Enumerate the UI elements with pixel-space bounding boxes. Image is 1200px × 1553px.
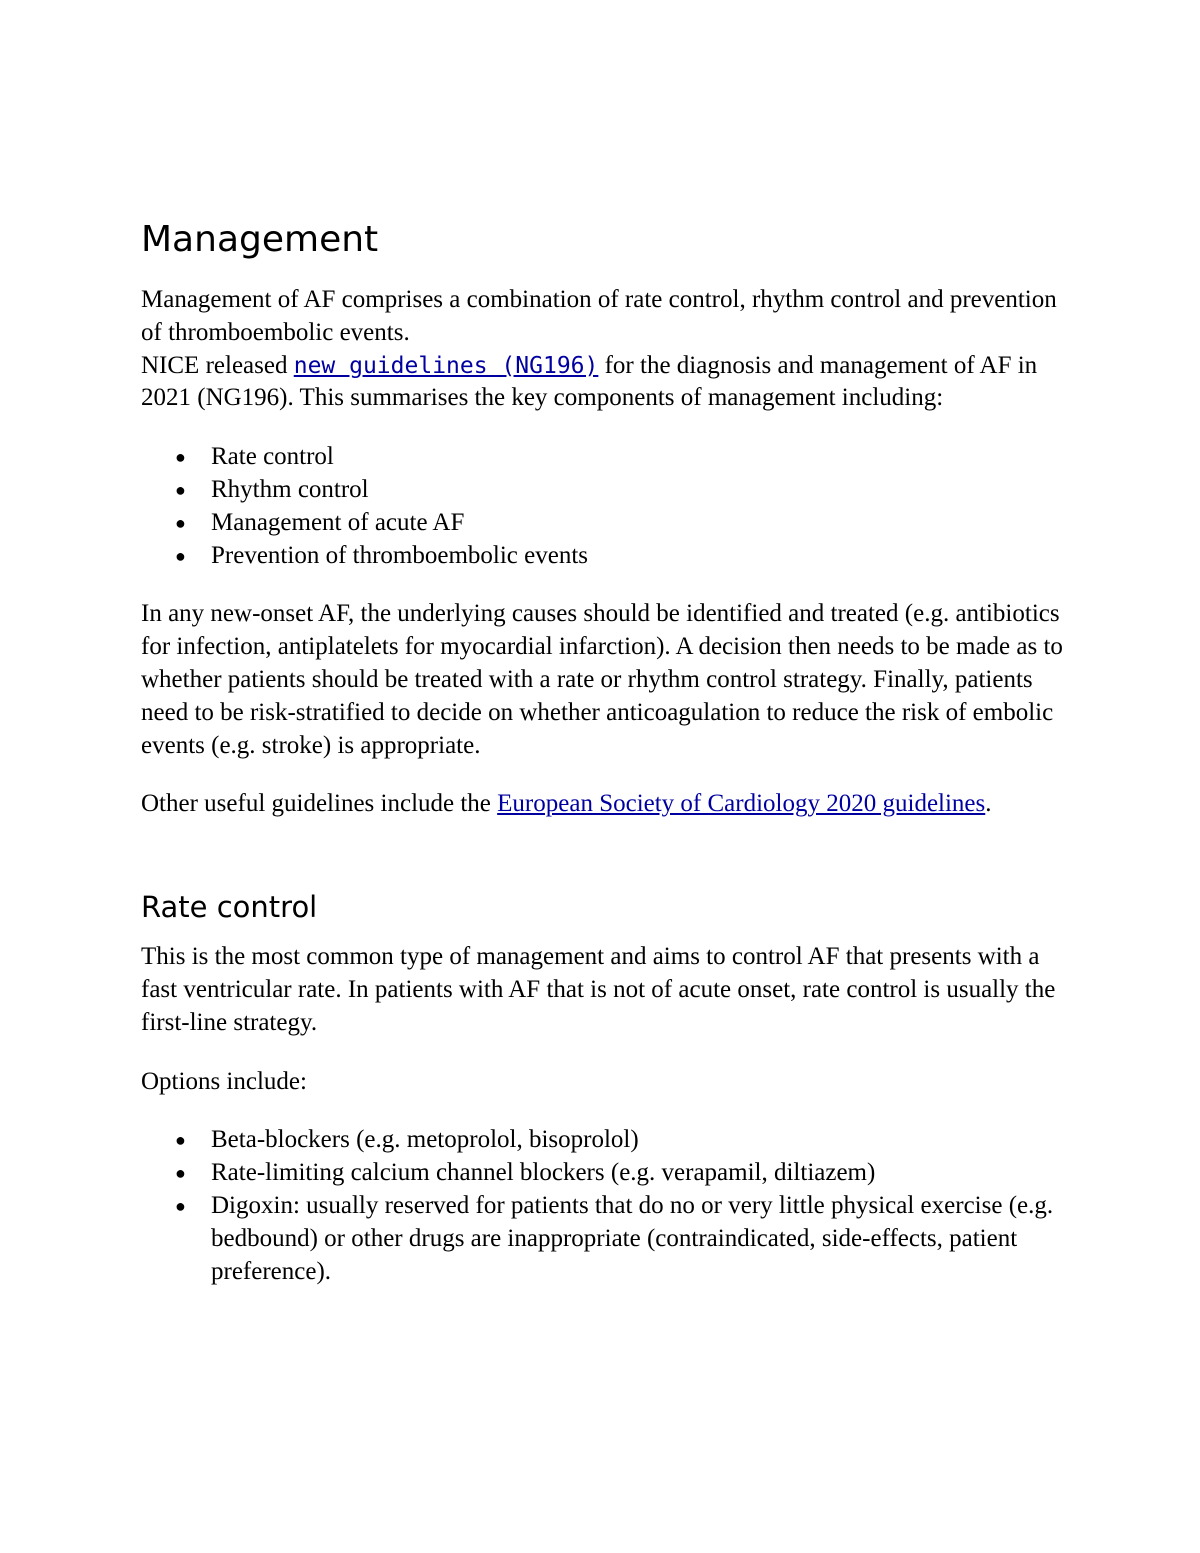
bullet-icon: ● <box>175 1163 186 1184</box>
new-onset-paragraph: In any new-onset AF, the underlying causes should be identified and treated (e.g. antibiotics for infection, antiplatelets for myocardial infarction). A decision then needs to be made as to whether patients should be treated with a rate or rhythm control strategy. Finally, patients need to be risk-stratified to decide on whether anticoagulation to reduce the risk of embolic events (e.g. stroke) is appropriate. <box>141 600 1063 759</box>
list-item: ● Rate-limiting calcium channel blockers (e.g. verapamil, diltiazem) <box>211 1157 1071 1190</box>
list-item: ● Rate control <box>211 441 1071 474</box>
rate-control-intro: This is the most common type of management and aims to control AF that presents with a fast ventricular rate. In patients with AF that is not of acute onset, rate control is usually the first-line strategy. <box>141 943 1056 1036</box>
other-guidelines-paragraph <box>141 788 1071 821</box>
options-label: Options include: <box>141 1067 307 1095</box>
nice-text-after: for the diagnosis and management of AF in 2021 (NG196). This summarises the key components of management including: <box>141 351 1038 412</box>
bullet-icon: ● <box>175 1195 186 1216</box>
bullet-icon: ● <box>175 545 186 566</box>
esc-guidelines-link[interactable]: European Society of Cardiology 2020 guidelines <box>497 790 986 818</box>
bullet-icon: ● <box>175 447 186 468</box>
other-text-before: Other useful guidelines include the <box>141 790 498 818</box>
nice-text-before: NICE released <box>141 351 294 379</box>
management-heading: Management <box>141 219 379 260</box>
rate-control-options-list <box>141 1124 1071 1288</box>
nice-guidelines-link[interactable]: new guidelines (NG196) <box>293 352 599 379</box>
list-item: ● Beta-blockers (e.g. metoprolol, bisoprolol) <box>211 1124 1071 1157</box>
management-components-list <box>141 441 1071 572</box>
bullet-icon: ● <box>175 1130 186 1151</box>
other-text-after: . <box>985 790 992 818</box>
nice-paragraph <box>141 350 1071 416</box>
bullet-icon: ● <box>175 512 186 533</box>
list-item: ● Management of acute AF <box>211 507 1071 540</box>
bullet-icon: ● <box>175 479 186 500</box>
document-page <box>141 212 1071 1314</box>
list-item: ● Digoxin: usually reserved for patients that do no or very little physical exercise (e.g. bedbound) or other drugs are inappropriate (contraindicated, side-effects, patient preference). <box>175 1191 1054 1285</box>
list-item: ● Prevention of thromboembolic events <box>211 540 1071 573</box>
rate-control-heading: Rate control <box>141 890 318 925</box>
list-item: ● Rhythm control <box>211 474 1071 507</box>
management-intro: Management of AF comprises a combination of rate control, rhythm control and prevention of thromboembolic events. <box>141 286 1057 346</box>
